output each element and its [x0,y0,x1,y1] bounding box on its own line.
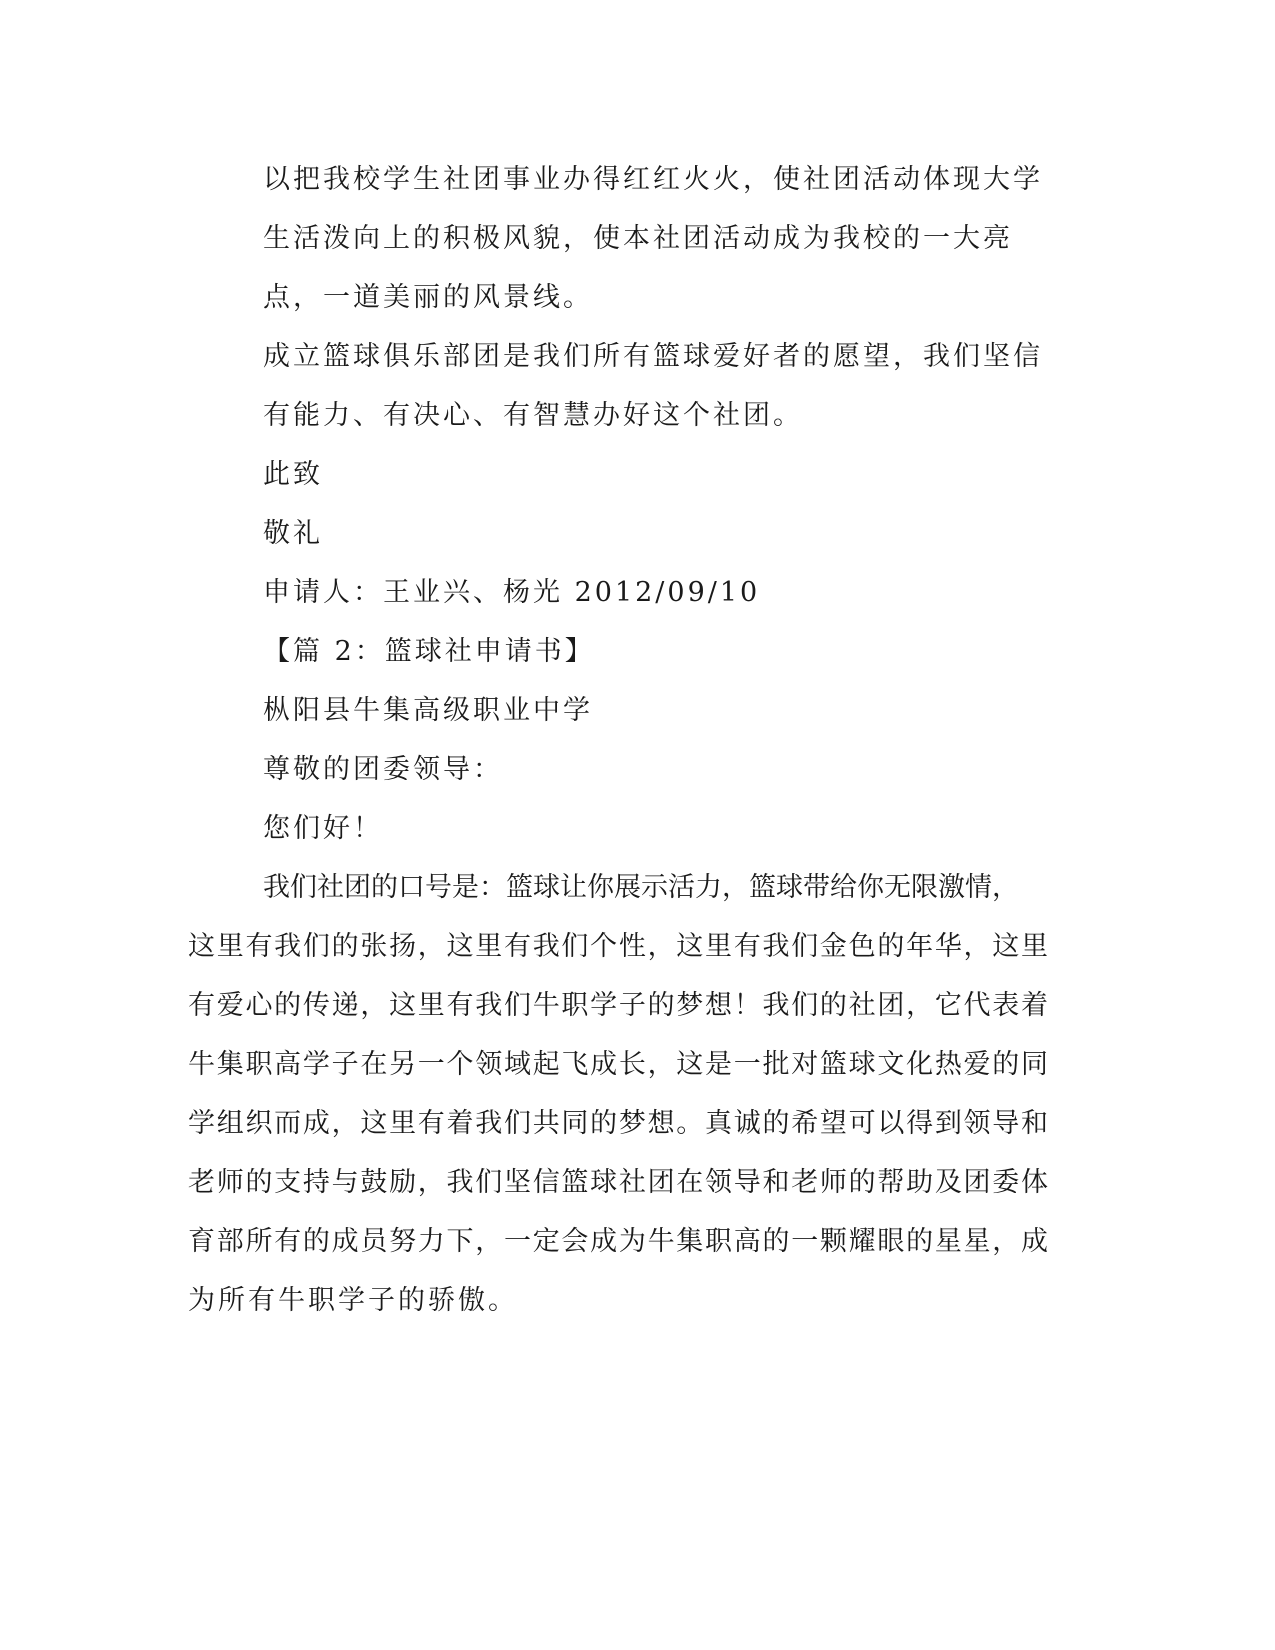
paragraph-line: 以把我校学生社团事业办得红红火火，使社团活动体现大学 [263,164,1043,195]
paragraph-line: 为所有牛职学子的骄傲。 [188,1285,518,1316]
paragraph-line: 成立篮球俱乐部团是我们所有篮球爱好者的愿望，我们坚信 [263,341,1043,372]
closing-line: 此致 [263,459,323,490]
section-heading: 【篇 2：篮球社申请书】 [263,636,595,667]
paragraph-line: 育部所有的成员努力下，一定会成为牛集职高的一颗耀眼的星星，成 [188,1226,1048,1257]
salutation: 尊敬的团委领导： [263,754,503,785]
paragraph-line: 我们社团的口号是：篮球让你展示活力，篮球带给你无限激情， [263,872,1019,903]
closing-line: 敬礼 [263,518,323,549]
paragraph-line: 生活泼向上的积极风貌，使本社团活动成为我校的一大亮 [263,223,1013,254]
paragraph-line: 老师的支持与鼓励，我们坚信篮球社团在领导和老师的帮助及团委体 [188,1167,1048,1198]
paragraph-line: 点，一道美丽的风景线。 [263,282,593,313]
paragraph-line: 有能力、有决心、有智慧办好这个社团。 [263,400,803,431]
signature-line: 申请人：王业兴、杨光 2012/09/10 [263,577,761,608]
paragraph-line: 学组织而成，这里有着我们共同的梦想。真诚的希望可以得到领导和 [188,1108,1048,1139]
paragraph-line: 这里有我们的张扬，这里有我们个性，这里有我们金色的年华，这里 [188,931,1048,962]
greeting: 您们好！ [263,813,383,844]
paragraph-line: 牛集职高学子在另一个领域起飞成长，这是一批对篮球文化热爱的同 [188,1049,1048,1080]
paragraph-line: 有爱心的传递，这里有我们牛职学子的梦想！我们的社团，它代表着 [188,990,1048,1021]
school-name: 枞阳县牛集高级职业中学 [263,695,593,726]
